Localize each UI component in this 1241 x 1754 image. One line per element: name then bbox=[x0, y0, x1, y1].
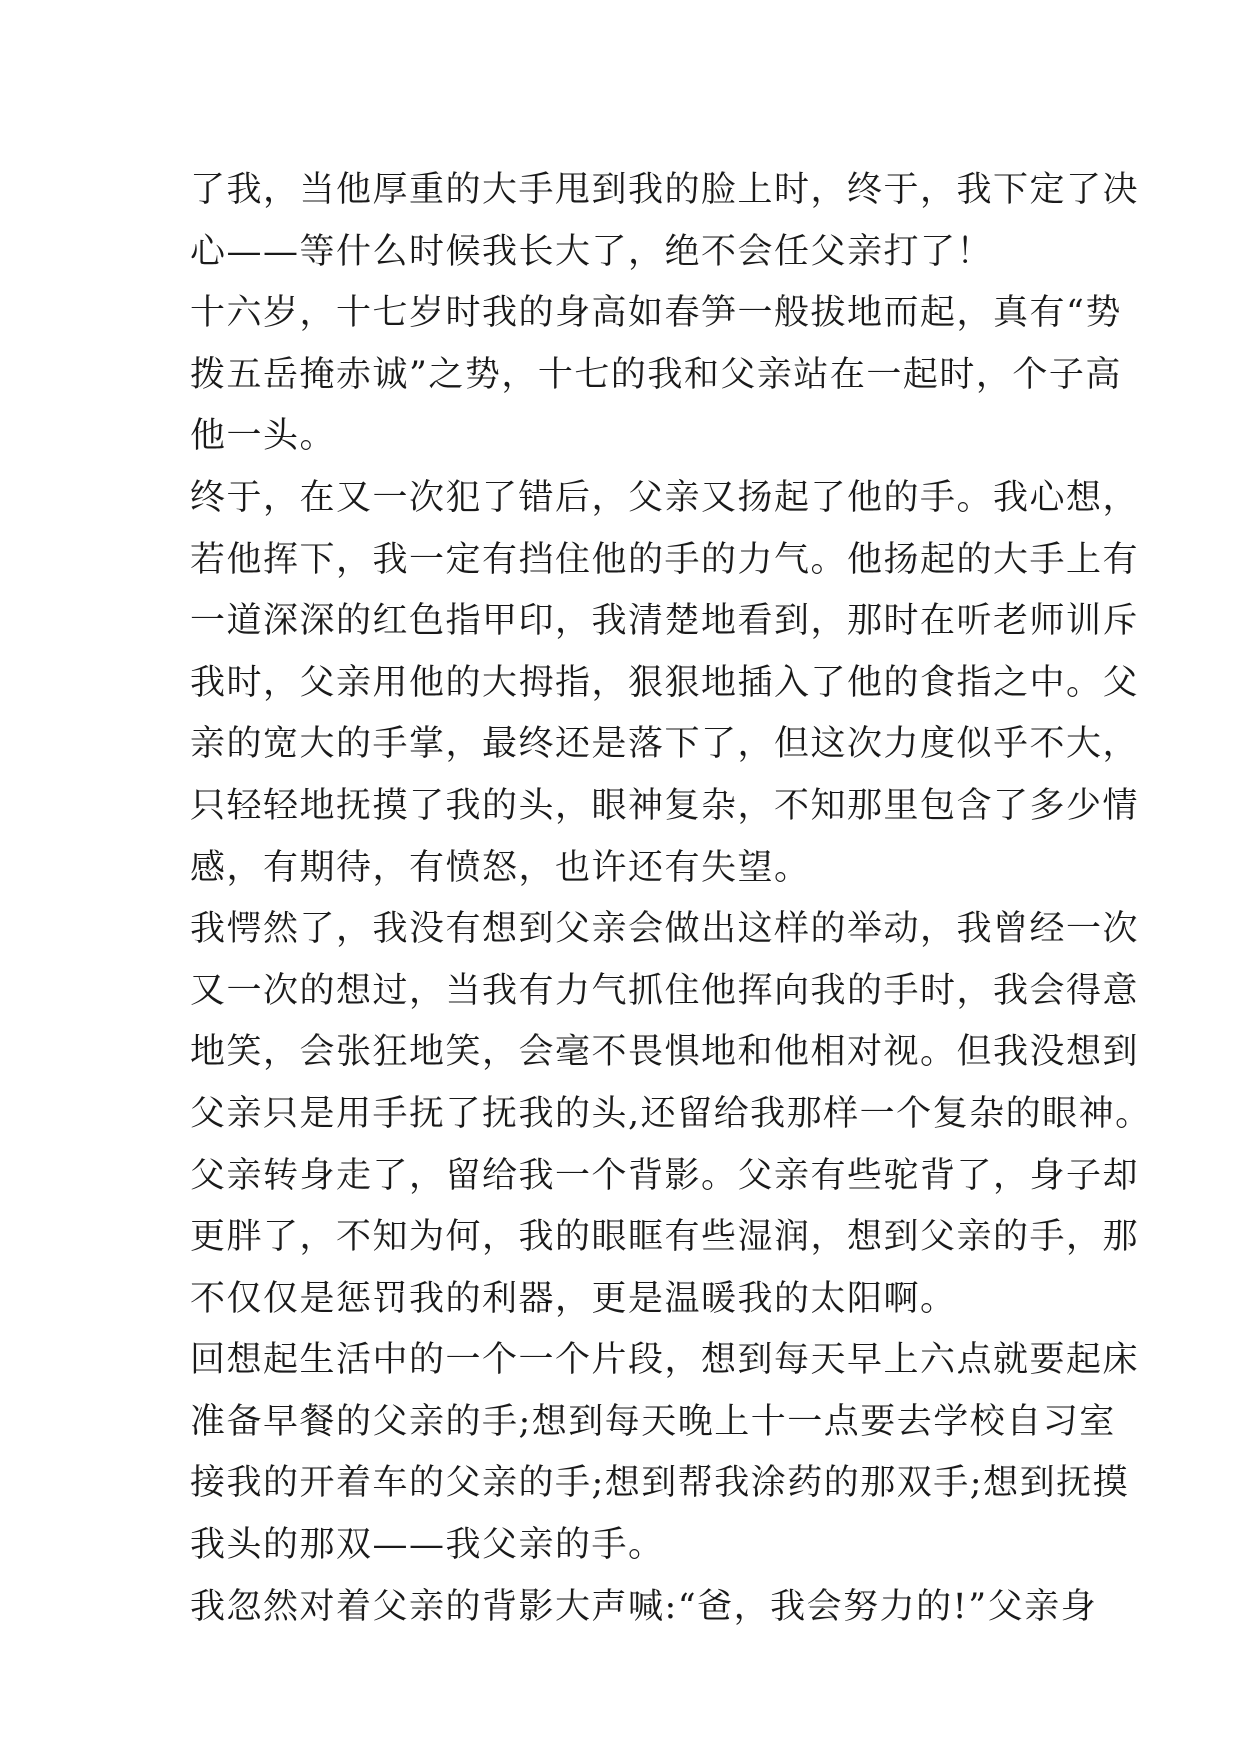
text-line: 若他挥下，我一定有挡住他的手的力气。他扬起的大手上有 bbox=[190, 539, 1140, 580]
text-line: 十六岁，十七岁时我的身高如春笋一般拔地而起，真有“势 bbox=[190, 293, 1122, 334]
text-line: 我头的那双——我父亲的手。 bbox=[190, 1525, 665, 1566]
text-line: 他一头。 bbox=[190, 416, 337, 457]
text-line: 一道深深的红色指甲印，我清楚地看到，那时在听老师训斥 bbox=[190, 601, 1140, 642]
text-line: 我时，父亲用他的大拇指，狠狠地插入了他的食指之中。父 bbox=[190, 662, 1140, 703]
text-line: 亲的宽大的手掌，最终还是落下了，但这次力度似乎不大， bbox=[190, 724, 1140, 765]
text-line: 了我，当他厚重的大手甩到我的脸上时，终于，我下定了决 bbox=[190, 170, 1140, 210]
text-line: 我愕然了，我没有想到父亲会做出这样的举动，我曾经一次 bbox=[190, 909, 1140, 950]
text-line: 终于，在又一次犯了错后，父亲又扬起了他的手。我心想， bbox=[190, 477, 1140, 518]
text-line: 只轻轻地抚摸了我的头，眼神复杂，不知那里包含了多少情 bbox=[190, 785, 1140, 826]
text-line: 拨五岳掩赤诚”之势，十七的我和父亲站在一起时，个子高 bbox=[190, 354, 1122, 395]
text-line: 心——等什么时候我长大了，绝不会任父亲打了！ bbox=[190, 231, 994, 272]
text-line: 更胖了，不知为何，我的眼眶有些湿润，想到父亲的手，那 bbox=[190, 1217, 1140, 1258]
text-line: 父亲只是用手抚了抚我的头,还留给我那样一个复杂的眼神。 bbox=[190, 1093, 1152, 1134]
text-line: 不仅仅是惩罚我的利器，更是温暖我的太阳啊。 bbox=[190, 1278, 957, 1319]
text-line: 我忽然对着父亲的背影大声喊:“爸，我会努力的!”父亲身 bbox=[190, 1586, 1098, 1627]
text-line: 父亲转身走了，留给我一个背影。父亲有些驼背了，身子却 bbox=[190, 1155, 1140, 1196]
text-line: 感，有期待，有愤怒，也许还有失望。 bbox=[190, 847, 811, 888]
text-line: 接我的开着车的父亲的手;想到帮我涂药的那双手;想到抚摸 bbox=[190, 1463, 1130, 1504]
text-line: 又一次的想过，当我有力气抓住他挥向我的手时，我会得意 bbox=[190, 970, 1140, 1011]
essay-body bbox=[190, 160, 1152, 1638]
text-line: 准备早餐的父亲的手;想到每天晚上十一点要去学校自习室 bbox=[190, 1401, 1116, 1442]
text-line: 回想起生活中的一个一个片段，想到每天早上六点就要起床 bbox=[190, 1340, 1140, 1381]
text-line: 地笑，会张狂地笑，会毫不畏惧地和他相对视。但我没想到 bbox=[190, 1032, 1140, 1073]
